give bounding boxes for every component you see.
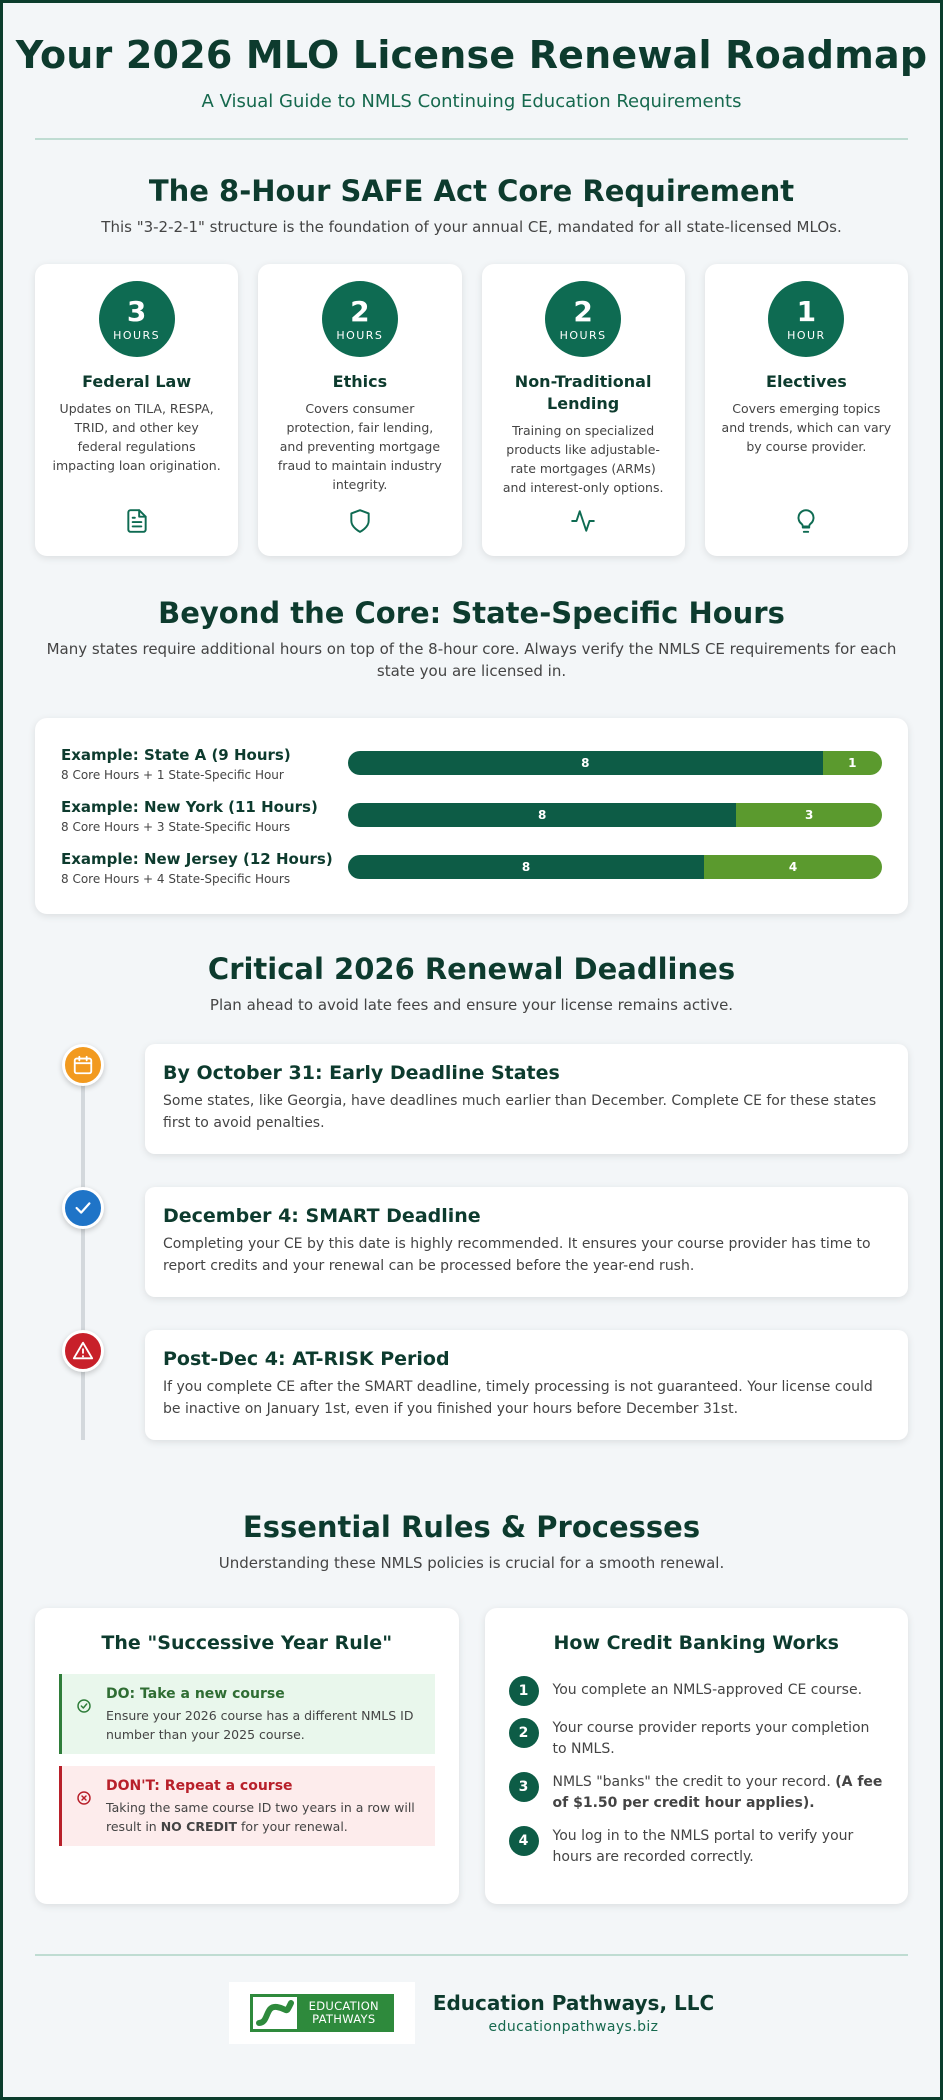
core-section xyxy=(3,174,940,556)
state-row-subtitle: 8 Core Hours + 1 State-Specific Hour xyxy=(61,768,284,782)
deadline-heading: December 4: SMART Deadline xyxy=(163,1205,481,1227)
deadline-body: Completing your CE by this date is highly recommended. It ensures your course provider has time to report credits and your renewal can be processed before the year-end rush. xyxy=(163,1236,871,1274)
do-heading: DO: Take a new course xyxy=(106,1686,285,1702)
check-circle-icon xyxy=(76,1686,106,1744)
company-url[interactable]: educationpathways.biz xyxy=(488,2019,659,2035)
core-hours-segment: 8 xyxy=(348,855,704,879)
document-icon xyxy=(35,508,238,538)
deadlines-title: Critical 2026 Renewal Deadlines xyxy=(207,952,736,986)
step-text: Your course provider reports your completion to NMLS. xyxy=(552,1720,870,1757)
state-hours-segment: 4 xyxy=(704,855,882,879)
deadline-card xyxy=(145,1330,908,1440)
core-card-non-traditional-lending xyxy=(482,264,685,556)
lightbulb-icon xyxy=(705,508,908,538)
deadlines-description: Plan ahead to avoid late fees and ensure your license remains active. xyxy=(209,996,734,1014)
credit-banking-card xyxy=(485,1608,909,1904)
check-icon xyxy=(62,1187,104,1229)
path-logo-icon xyxy=(253,1997,297,2029)
step-item xyxy=(509,1772,885,1814)
state-row xyxy=(61,848,882,886)
logo-text: EDUCATION PATHWAYS xyxy=(308,1999,379,2026)
state-row-subtitle: 8 Core Hours + 4 State-Specific Hours xyxy=(61,872,291,886)
core-hours-segment: 8 xyxy=(348,803,736,827)
state-hours-section xyxy=(3,596,940,914)
rules-description: Understanding these NMLS policies is crucial for a smooth renewal. xyxy=(218,1554,725,1572)
credit-banking-steps xyxy=(509,1676,885,1868)
hours-number: 2 xyxy=(350,294,370,328)
divider xyxy=(35,138,908,140)
do-text: Ensure your 2026 course has a different NMLS ID number than your 2025 course. xyxy=(106,1708,414,1742)
hours-badge xyxy=(99,281,175,357)
footer xyxy=(3,1982,940,2044)
state-row xyxy=(61,744,882,782)
core-card-name: Electives xyxy=(766,372,847,391)
deadline-card xyxy=(145,1187,908,1297)
deadline-body: If you complete CE after the SMART deadline, timely processing is not guaranteed. Your license could be inactive on January 1st, even if you finished your hours before December 31st. xyxy=(163,1379,873,1417)
step-number: 1 xyxy=(509,1676,539,1706)
do-rule-box xyxy=(59,1674,435,1754)
hours-number: 2 xyxy=(573,294,593,328)
core-title: The 8-Hour SAFE Act Core Requirement xyxy=(148,174,795,208)
hours-badge xyxy=(768,281,844,357)
shield-icon xyxy=(258,508,461,538)
dont-text: Taking the same course ID two years in a row will result in NO CREDIT for your renewal. xyxy=(106,1800,415,1834)
x-circle-icon xyxy=(76,1778,106,1836)
page-title: Your 2026 MLO License Renewal Roadmap xyxy=(15,33,928,77)
deadline-timeline xyxy=(35,1044,908,1444)
state-hours-segment: 3 xyxy=(736,803,882,827)
hours-bar xyxy=(348,751,882,775)
step-item xyxy=(509,1718,885,1760)
state-row xyxy=(61,796,882,834)
footer-divider xyxy=(35,1954,908,1956)
core-card-federal-law xyxy=(35,264,238,556)
activity-icon xyxy=(482,508,685,538)
core-card-name: Federal Law xyxy=(82,372,192,391)
company-name: Education Pathways, LLC xyxy=(432,1991,715,2015)
step-number: 2 xyxy=(509,1718,539,1748)
hours-unit: HOURS xyxy=(336,328,384,342)
state-row-title: Example: State A (9 Hours) xyxy=(61,746,291,764)
state-row-title: Example: New Jersey (12 Hours) xyxy=(61,850,333,868)
hours-bar xyxy=(348,803,882,827)
timeline-line xyxy=(81,1074,85,1440)
state-hours-title: Beyond the Core: State-Specific Hours xyxy=(158,596,785,630)
core-hours-segment: 8 xyxy=(348,751,823,775)
step-item xyxy=(509,1676,885,1706)
state-hours-segment: 1 xyxy=(823,751,882,775)
company-logo xyxy=(229,1982,415,2044)
core-card-name: Ethics xyxy=(332,372,388,391)
successive-year-title: The "Successive Year Rule" xyxy=(101,1632,393,1654)
deadline-heading: By October 31: Early Deadline States xyxy=(163,1062,560,1084)
core-card-description: Training on specialized products like adjustable-rate mortgages (ARMs) and interest-only options. xyxy=(502,423,664,495)
header xyxy=(3,3,940,112)
hours-unit: HOUR xyxy=(787,328,826,342)
hours-number: 3 xyxy=(126,294,147,328)
dont-heading: DON'T: Repeat a course xyxy=(106,1778,293,1794)
page-subtitle: A Visual Guide to NMLS Continuing Education Requirements xyxy=(201,91,742,112)
page xyxy=(3,3,940,2097)
hours-unit: HOURS xyxy=(113,328,161,342)
state-row-title: Example: New York (11 Hours) xyxy=(61,798,318,816)
state-hours-description: Many states require additional hours on top of the 8-hour core. Always verify the NMLS CE requirements for each state you are licensed in. xyxy=(46,640,897,680)
step-number: 4 xyxy=(509,1826,539,1856)
deadlines-section xyxy=(3,952,940,1444)
core-card-name: Non-Traditional Lending xyxy=(514,372,652,413)
state-hours-card xyxy=(35,718,908,914)
hours-number: 1 xyxy=(796,294,817,328)
step-item xyxy=(509,1826,885,1868)
core-card-description: Updates on TILA, RESPA, TRID, and other key federal regulations impacting loan origination. xyxy=(52,401,221,473)
core-card-ethics xyxy=(258,264,461,556)
rules-section xyxy=(3,1510,940,1904)
step-text: You log in to the NMLS portal to verify your hours are recorded correctly. xyxy=(552,1828,854,1865)
step-text: You complete an NMLS-approved CE course. xyxy=(552,1682,863,1698)
deadline-card xyxy=(145,1044,908,1154)
hours-badge xyxy=(545,281,621,357)
core-card-description: Covers emerging topics and trends, which can vary by course provider. xyxy=(721,401,892,454)
hours-unit: HOURS xyxy=(559,328,607,342)
core-card-electives xyxy=(705,264,908,556)
core-description: This "3-2-2-1" structure is the foundation of your annual CE, mandated for all state-licensed MLOs. xyxy=(101,218,842,236)
step-number: 3 xyxy=(509,1772,539,1802)
successive-year-card xyxy=(35,1608,459,1904)
warning-icon xyxy=(62,1330,104,1372)
hours-bar xyxy=(348,855,882,879)
calendar-icon xyxy=(62,1044,104,1086)
dont-rule-box xyxy=(59,1766,435,1846)
deadline-body: Some states, like Georgia, have deadlines much earlier than December. Complete CE for these states first to avoid penalties. xyxy=(163,1093,877,1131)
state-row-subtitle: 8 Core Hours + 3 State-Specific Hours xyxy=(61,820,291,834)
core-card-description: Covers consumer protection, fair lending, and preventing mortgage fraud to maintain industry integrity. xyxy=(277,401,442,492)
deadline-heading: Post-Dec 4: AT-RISK Period xyxy=(163,1348,450,1370)
step-text: NMLS "banks" the credit to your record. (A fee of $1.50 per credit hour applies). xyxy=(552,1774,883,1811)
hours-badge xyxy=(322,281,398,357)
credit-banking-title: How Credit Banking Works xyxy=(553,1632,839,1654)
rules-title: Essential Rules & Processes xyxy=(242,1510,701,1544)
